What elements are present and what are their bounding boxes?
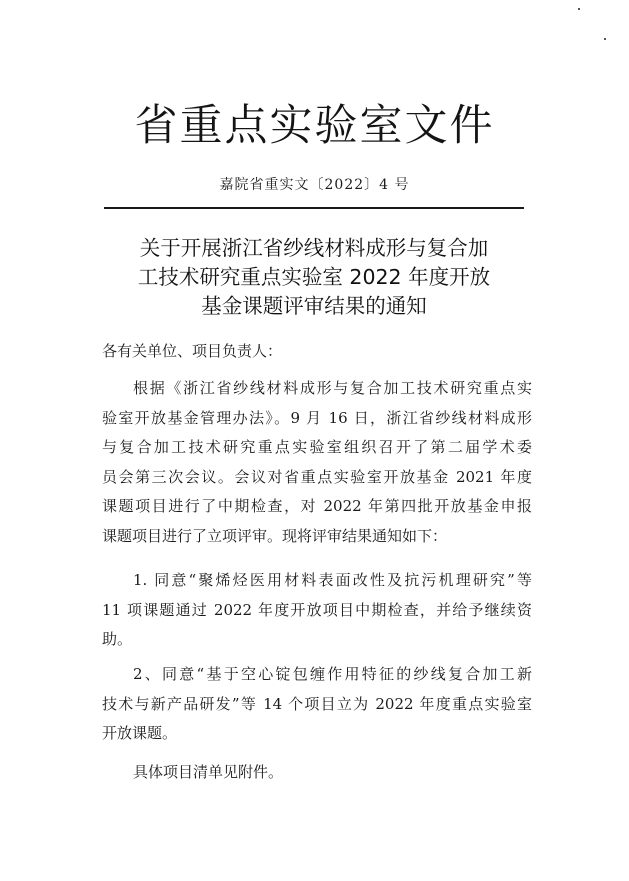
- paragraph-line: 1. 同意“聚烯烃医用材料表面改性及抗污机理研究”等: [133, 571, 532, 589]
- paragraph-line: 具体项目清单见附件。: [133, 763, 284, 781]
- paragraph-line: 助。: [102, 630, 133, 648]
- notice-title-line: 基金课题评审结果的通知: [201, 294, 427, 318]
- body-paragraph-item-1: [102, 566, 532, 655]
- paragraph-line: 员会第三次会议。会议对省重点实验室开放基金 2021 年度: [102, 467, 532, 486]
- body-paragraph-attachment-note: [102, 758, 532, 788]
- body-paragraph-item-2: [102, 660, 532, 749]
- body-paragraph-intro: [102, 374, 532, 551]
- scan-speck: [604, 38, 606, 40]
- header-divider-rule: [104, 207, 524, 209]
- paragraph-line: 课题项目进行了中期检查，对 2022 年第四批开放基金申报: [102, 497, 532, 515]
- paragraph-line: 11 项课题通过 2022 年度开放项目中期检查，并给予继续资: [102, 600, 532, 619]
- notice-title-line: 工技术研究重点实验室 2022 年度开放: [137, 265, 491, 289]
- paragraph-line: 开放课题。: [102, 724, 178, 742]
- document-header-title: 省重点实验室文件: [134, 101, 495, 151]
- notice-title-line: 关于开展浙江省纱线材料成形与复合加: [139, 236, 489, 260]
- salutation: 各有关单位、项目负责人：: [102, 342, 283, 360]
- paragraph-line: 根据《浙江省纱线材料成形与复合加工技术研究重点实: [133, 379, 532, 397]
- scan-speck: [578, 8, 580, 10]
- paragraph-line: 2、同意“基于空心锭包缠作用特征的纱线复合加工新: [133, 665, 532, 683]
- paragraph-line: 技术与新产品研发”等 14 个项目立为 2022 年度重点实验室: [102, 694, 532, 713]
- document-number: 嘉院省重实文〔2022〕4 号: [219, 177, 410, 193]
- paragraph-line: 与复合加工技术研究重点实验室组织召开了第二届学术委: [102, 438, 532, 456]
- notice-title: [98, 234, 530, 321]
- paragraph-line: 验室开放基金管理办法》。9 月 16 日，浙江省纱线材料成形: [102, 408, 532, 427]
- paragraph-line: 课题项目进行了立项评审。现将评审结果通知如下：: [102, 526, 448, 545]
